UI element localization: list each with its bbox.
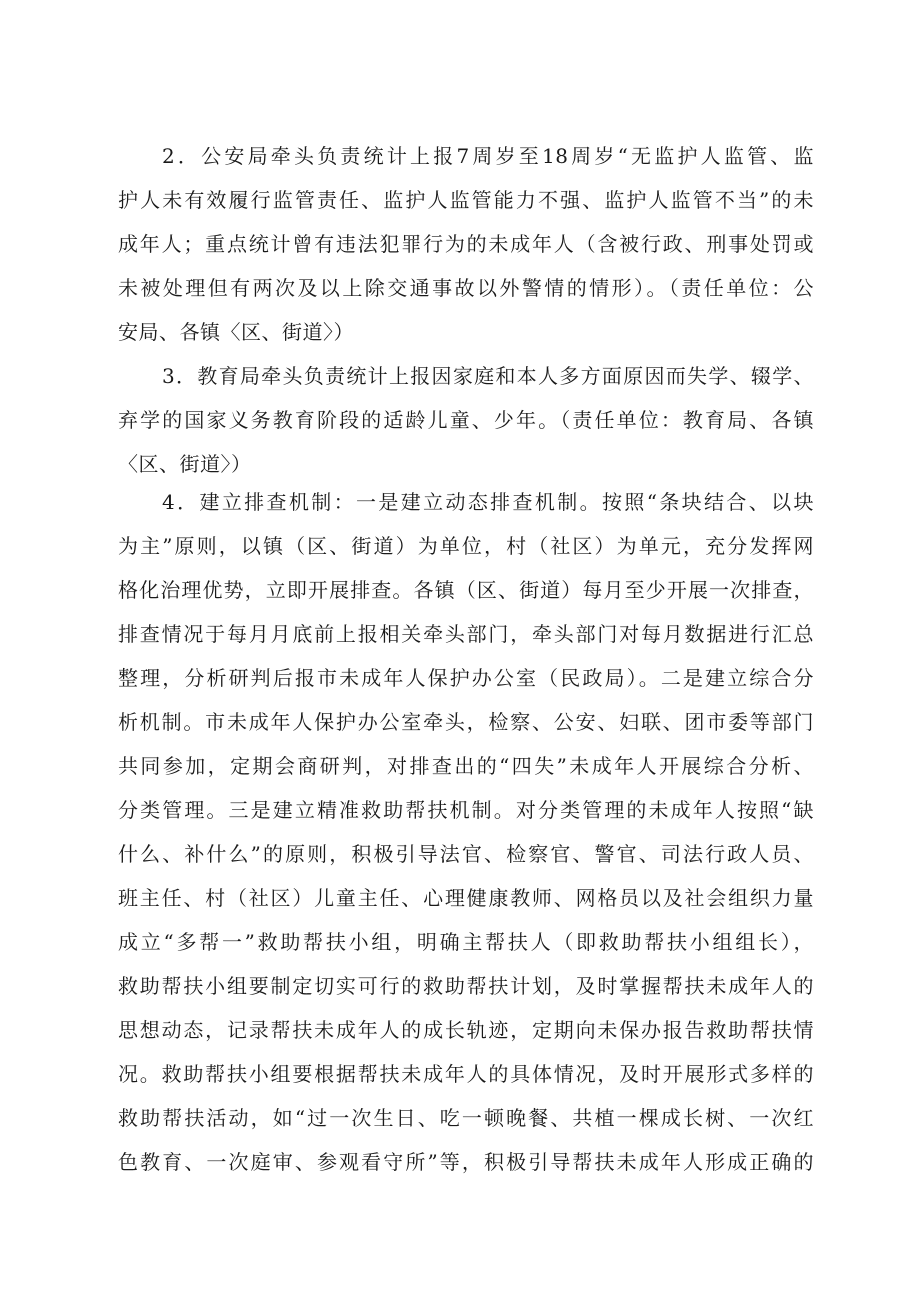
text-line: 安局、各镇〈区、街道〉）: [118, 320, 354, 344]
text-line: 弃学的国家义务教育阶段的适龄儿童、少年。（责任单位：教育局、各镇: [118, 408, 814, 432]
text-line: 救助帮扶活动，如“过一次生日、吃一顿晚餐、共植一棵成长树、一次红: [118, 1106, 814, 1130]
text-line: 况。救助帮扶小组要根据帮扶未成年人的具体情况，及时开展形式多样的: [118, 1062, 814, 1086]
text-line: 排查情况于每月月底前上报相关牵头部门，牵头部门对每月数据进行汇总: [118, 622, 814, 646]
text-line: 护人未有效履行监管责任、监护人监管能力不强、监护人监管不当”的未: [118, 188, 814, 212]
text-line: 什么、补什么”的原则，积极引导法官、检察官、警官、司法行政人员、: [118, 842, 814, 866]
text-line: 成年人；重点统计曾有违法犯罪行为的未成年人（含被行政、刑事处罚或: [118, 232, 814, 256]
text-line: 〈区、街道〉）: [118, 452, 252, 476]
text-line: 整理，分析研判后报市未成年人保护办公室（民政局）。二是建立综合分: [118, 666, 814, 690]
text-line: 2．公安局牵头负责统计上报7周岁至18周岁“无监护人监管、监: [162, 144, 814, 168]
text-line: 分类管理。三是建立精准救助帮扶机制。对分类管理的未成年人按照“缺: [118, 798, 814, 822]
text-line: 班主任、村（社区）儿童主任、心理健康教师、网格员以及社会组织力量: [118, 886, 814, 910]
text-line: 救助帮扶小组要制定切实可行的救助帮扶计划，及时掌握帮扶未成年人的: [118, 974, 814, 998]
paragraph-item-4: [118, 480, 814, 1184]
text-line: 4．建立排查机制：一是建立动态排查机制。按照“条块结合、以块: [162, 490, 814, 514]
text-line: 格化治理优势，立即开展排查。各镇（区、街道）每月至少开展一次排查，: [118, 578, 814, 602]
text-line: 思想动态，记录帮扶未成年人的成长轨迹，定期向未保办报告救助帮扶情: [118, 1018, 814, 1042]
text-line: 成立“多帮一”救助帮扶小组，明确主帮扶人（即救助帮扶小组组长），: [118, 930, 814, 954]
paragraph-item-3: [118, 354, 814, 486]
text-line: 色教育、一次庭审、参观看守所”等，积极引导帮扶未成年人形成正确的: [118, 1150, 814, 1174]
paragraph-item-2: [118, 134, 814, 354]
text-line: 析机制。市未成年人保护办公室牵头，检察、公安、妇联、团市委等部门: [118, 710, 814, 734]
text-line: 3．教育局牵头负责统计上报因家庭和本人多方面原因而失学、辍学、: [162, 364, 814, 388]
text-line: 为主”原则，以镇（区、街道）为单位，村（社区）为单元，充分发挥网: [118, 534, 814, 558]
text-line: 未被处理但有两次及以上除交通事故以外警情的情形）。（责任单位：公: [118, 276, 814, 300]
text-line: 共同参加，定期会商研判，对排查出的“四失”未成年人开展综合分析、: [118, 754, 814, 778]
